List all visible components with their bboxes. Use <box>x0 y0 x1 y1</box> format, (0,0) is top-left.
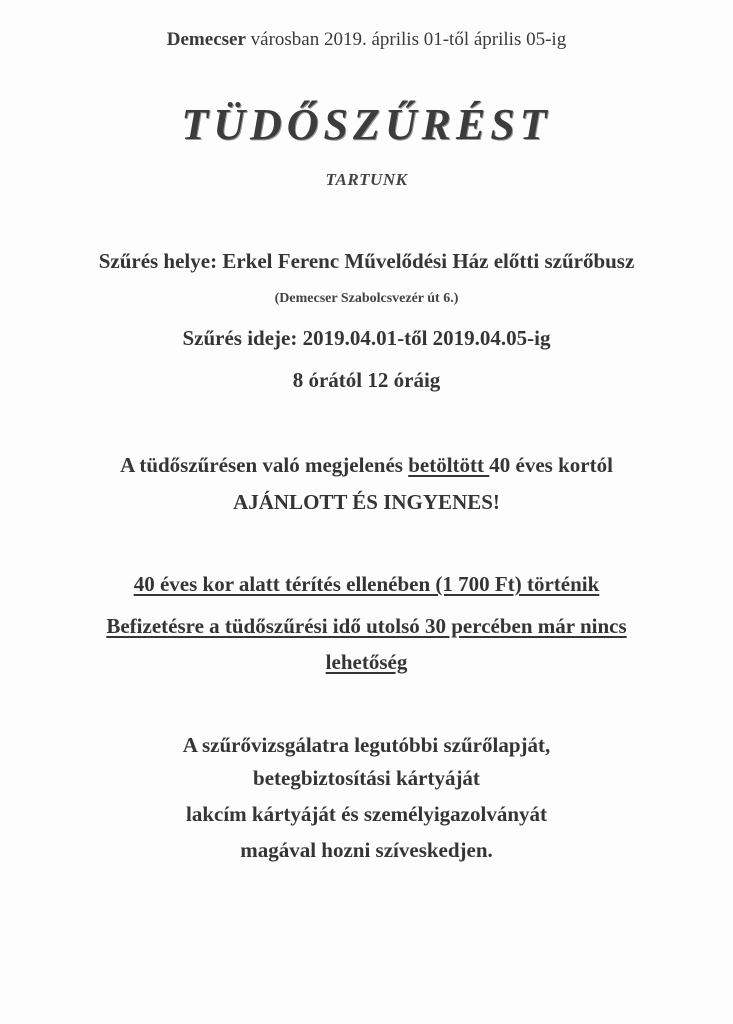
header-dates: városban 2019. április 01-től április 05-ig <box>245 29 567 50</box>
fee-line-3: lehetőség <box>325 650 408 674</box>
hours-line: 8 órától 12 óráig <box>292 368 441 392</box>
fee-line-2: Befizetésre a tüdőszűrési idő utolsó 30 percében már nincs <box>106 614 627 638</box>
documents-line-1: A szűrővizsgálatra legutóbbi szűrőlapját, <box>182 733 551 757</box>
documents-line-4: magával hozni szíveskedjen. <box>240 838 493 862</box>
documents-line-3: lakcím kártyáját és személyigazolványát <box>185 802 547 826</box>
recommendation-line-2: AJÁNLOTT ÉS INGYENES! <box>233 490 500 514</box>
recommendation-text-after: 40 éves kortól <box>489 453 613 477</box>
poster-subtitle: TARTUNK <box>325 170 408 189</box>
header-line <box>0 29 733 51</box>
poster-title: TÜDŐSZŰRÉST <box>181 100 552 149</box>
address-line: (Demecser Szabolcsvezér út 6.) <box>274 291 459 306</box>
recommendation-text-underlined: betöltött <box>408 453 490 477</box>
documents-line-2: betegbiztosítási kártyáját <box>253 766 480 790</box>
location-line: Szűrés helye: Erkel Ferenc Művelődési Ház előtti szűrőbusz <box>98 249 635 273</box>
dates-line: Szűrés ideje: 2019.04.01-től 2019.04.05-ig <box>182 326 551 350</box>
recommendation-text-before: A tüdőszűrésen való megjelenés <box>120 453 409 477</box>
recommendation-line-1 <box>0 453 733 478</box>
header-town: Demecser <box>166 29 246 50</box>
fee-line-1: 40 éves kor alatt térítés ellenében (1 700 Ft) történik <box>133 572 600 596</box>
